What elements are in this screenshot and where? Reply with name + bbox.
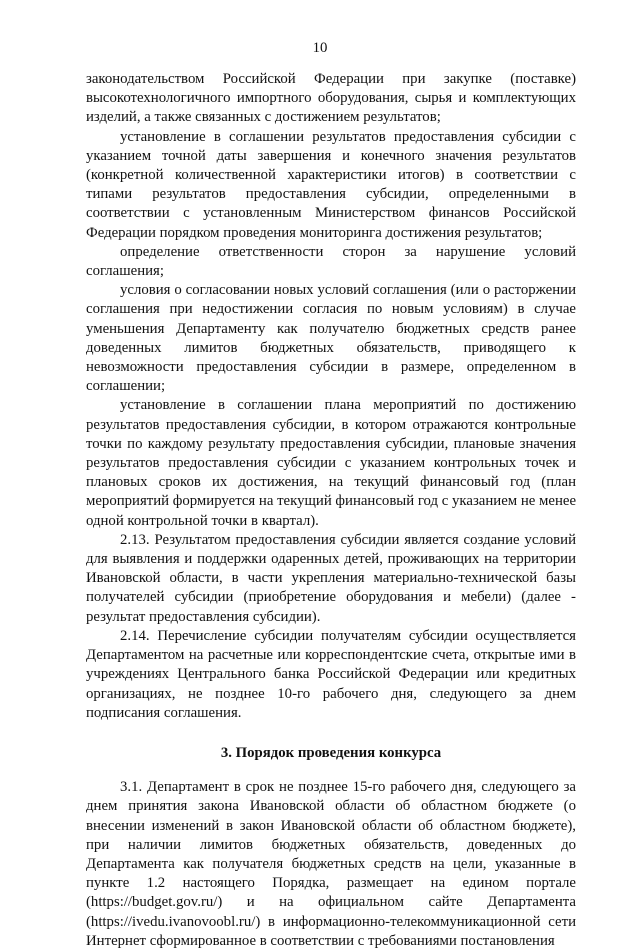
- paragraph-3-1: 3.1. Департамент в срок не позднее 15-го рабочего дня, следующего за днем принятия закона Ивановской области об областном бюджете (о внесении изменений в закон Ивановской области об областном бюджете), при наличии лимитов бюджетных обязательств, доведенных до Департамента как получателя бюджетных средств на цели, указанные в пункте 1.2 настоящего Порядка, размещает на едином портале (https://budget.gov.ru/) и на официальном сайте Департамента (https://ivedu.ivanovoobl.ru/) в информационно-телекоммуникационной сети Интернет сформированное в соответствии с требованиями постановления: [86, 779, 576, 949]
- paragraph-2-14: 2.14. Перечисление субсидии получателям субсидии осуществляется Департаментом на расчетные или корреспондентские счета, открытые ими в учреждениях Центрального банка Российской Федерации или кредитных организациях, не позднее 10-го рабочего дня, следующего за днем подписания соглашения.: [86, 627, 576, 721]
- paragraph-action-plan: установление в соглашении плана мероприятий по достижению результатов предоставления субсидии, в котором отражаются контрольные точки по каждому результату предоставления субсидии, плановые значения результатов предоставления субсидии с указанием контрольных точек и плановых сроков их достижения, на текущий финансовый год (план мероприятий формируется на текущий финансовый год с указанием не менее одной контрольной точки в квартал).: [86, 397, 577, 529]
- paragraph-2-13: 2.13. Результатом предоставления субсидии является создание условий для выявления и поддержки одаренных детей, проживающих на территории Ивановской области, в части укрепления материально-технической базы получателей субсидии (приобретение оборудования и мебели) (далее - результат предоставления субсидии).: [86, 531, 576, 625]
- page-number: 10: [312, 40, 328, 56]
- document-body: [86, 70, 576, 951]
- paragraph-continuation: законодательством Российской Федерации при закупке (поставке) высокотехнологичного импортного оборудования, сырья и комплектующих изделий, а также связанных с достижением результатов;: [86, 71, 576, 126]
- paragraph-new-conditions: условия о согласовании новых условий соглашения (или о расторжении соглашения при недостижении согласия по новым условиям) в случае уменьшения Департаменту как получателю бюджетных средств ранее доведенных лимитов бюджетных обязательств, приводящего к невозможности предоставления субсидии в размере, определенном в соглашении;: [86, 282, 576, 395]
- paragraph-responsibility: определение ответственности сторон за нарушение условий соглашения;: [86, 243, 576, 280]
- paragraph-results-setting: установление в соглашении результатов предоставления субсидии с указанием точной даты завершения и конечного значения результатов (конкретной количественной характеристики итогов) в соответствии с типами результатов предоставления субсидии, определенными в соответствии с установленным Министерством финансов Российской Федерации порядком проведения мониторинга достижения результатов;: [86, 128, 576, 241]
- section-heading: 3. Порядок проведения конкурса: [220, 744, 442, 761]
